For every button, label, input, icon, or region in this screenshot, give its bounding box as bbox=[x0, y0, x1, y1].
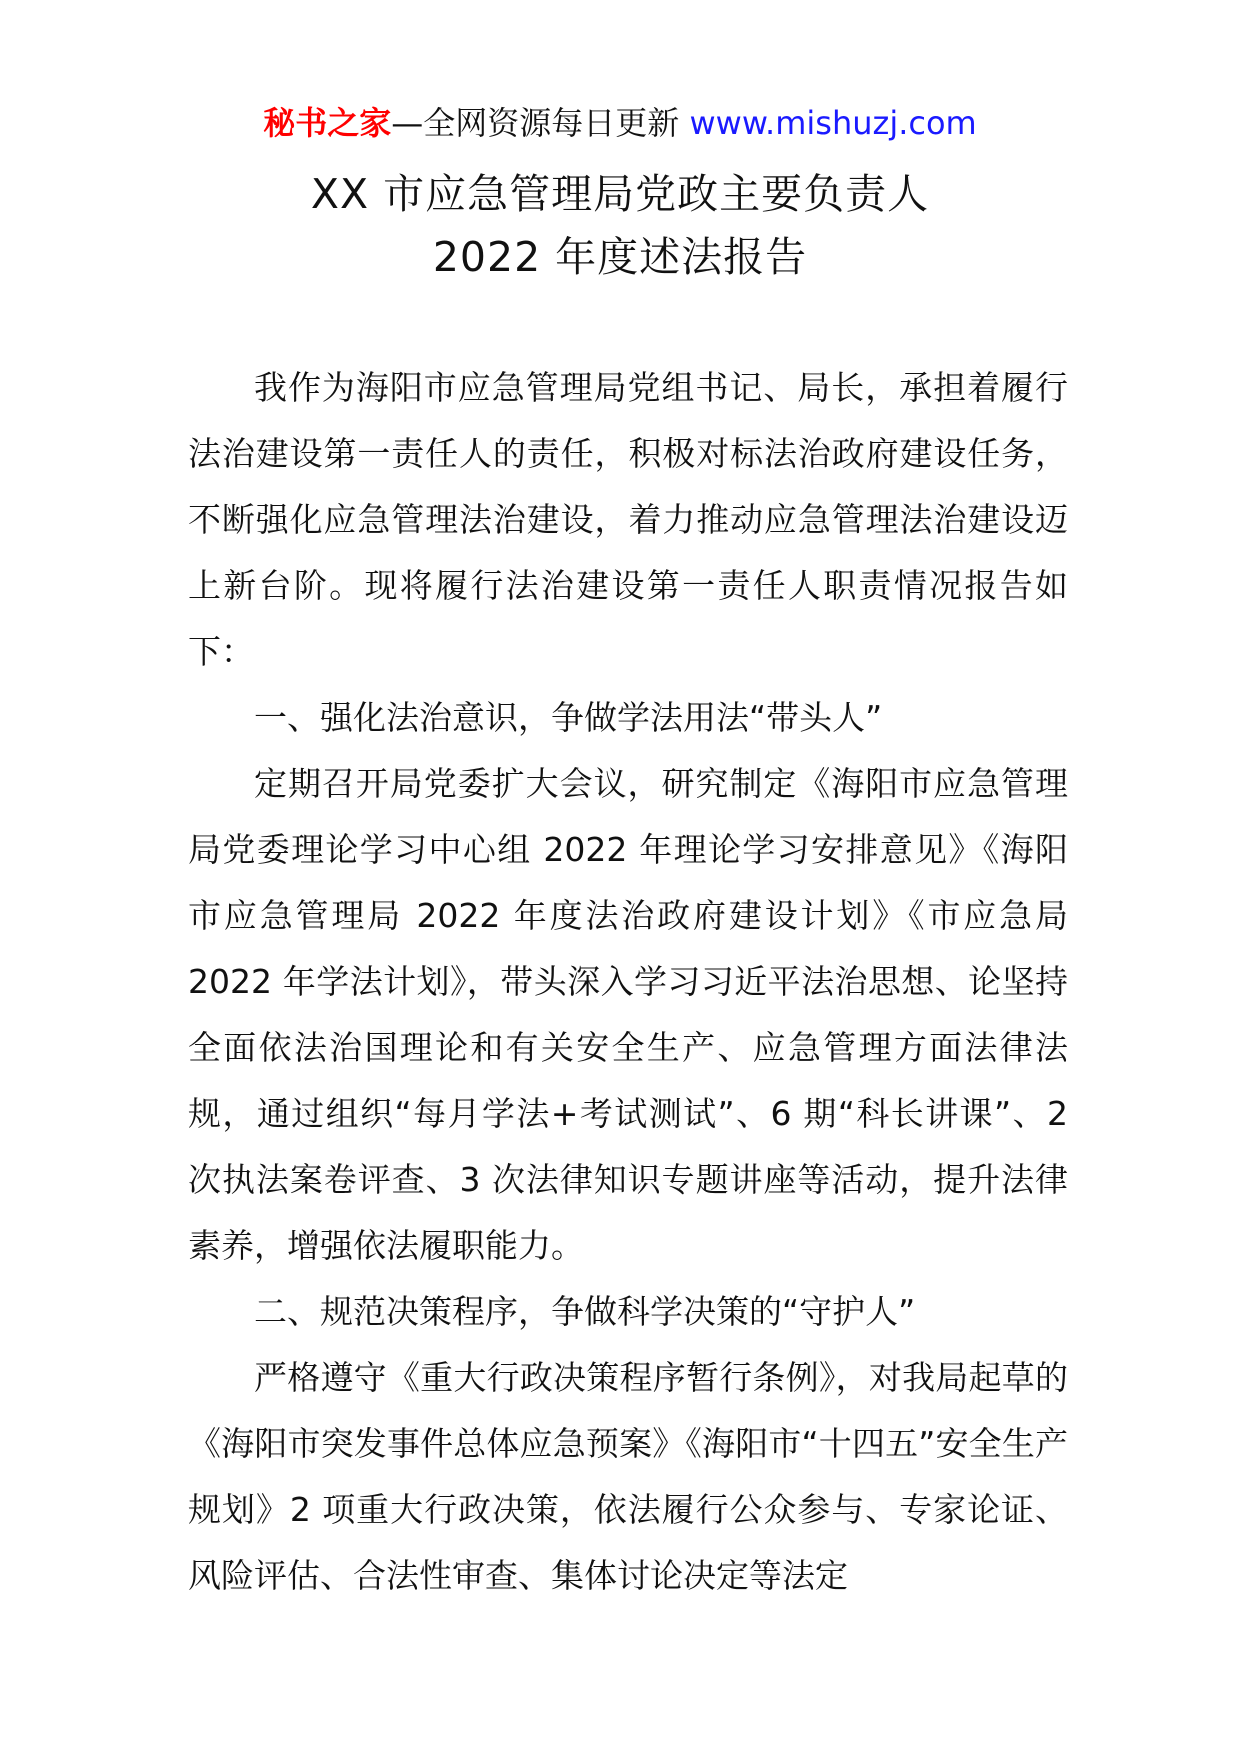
title-line-2: 2022 年度述法报告 bbox=[432, 233, 808, 281]
intro-paragraph: 我作为海阳市应急管理局党组书记、局长，承担着履行法治建设第一责任人的责任，积极对标法治政府建设任务，不断强化应急管理法治建设，着力推动应急管理法治建设迈上新台阶。现将履行法治建设第一责任人职责情况报告如下： bbox=[188, 368, 1068, 671]
document-title bbox=[0, 163, 1240, 289]
section-heading-1: 一、强化法治意识，争做学法用法“带头人” bbox=[254, 698, 883, 737]
site-url-link[interactable]: www.mishuzj.com bbox=[689, 104, 977, 142]
section-2-paragraph: 严格遵守《重大行政决策程序暂行条例》，对我局起草的《海阳市突发事件总体应急预案》《海阳市“十四五”安全生产规划》2 项重大行政决策，依法履行公众参与、专家论证、风险评估、合法性审查、集体讨论决定等法定 bbox=[188, 1358, 1068, 1595]
document-body bbox=[188, 355, 1068, 1609]
site-banner bbox=[0, 100, 1240, 146]
section-1-paragraph: 定期召开局党委扩大会议，研究制定《海阳市应急管理局党委理论学习中心组 2022 年理论学习安排意见》《海阳市应急管理局 2022 年度法治政府建设计划》《市应急局 2022 年学法计划》，带头深入学习习近平法治思想、论坚持全面依法治国理论和有关安全生产、应急管理方面法律法规，通过组织“每月学法+考试测试”、6 期“科长讲课”、2 次执法案卷评查、3 次法律知识专题讲座等活动，提升法律素养，增强依法履职能力。 bbox=[188, 764, 1068, 1265]
section-heading-2: 二、规范决策程序，争做科学决策的“守护人” bbox=[254, 1292, 916, 1331]
banner-tagline: —全网资源每日更新 bbox=[391, 104, 690, 142]
brand-name: 秘书之家 bbox=[263, 104, 392, 142]
title-line-1: XX 市应急管理局党政主要负责人 bbox=[310, 170, 930, 218]
